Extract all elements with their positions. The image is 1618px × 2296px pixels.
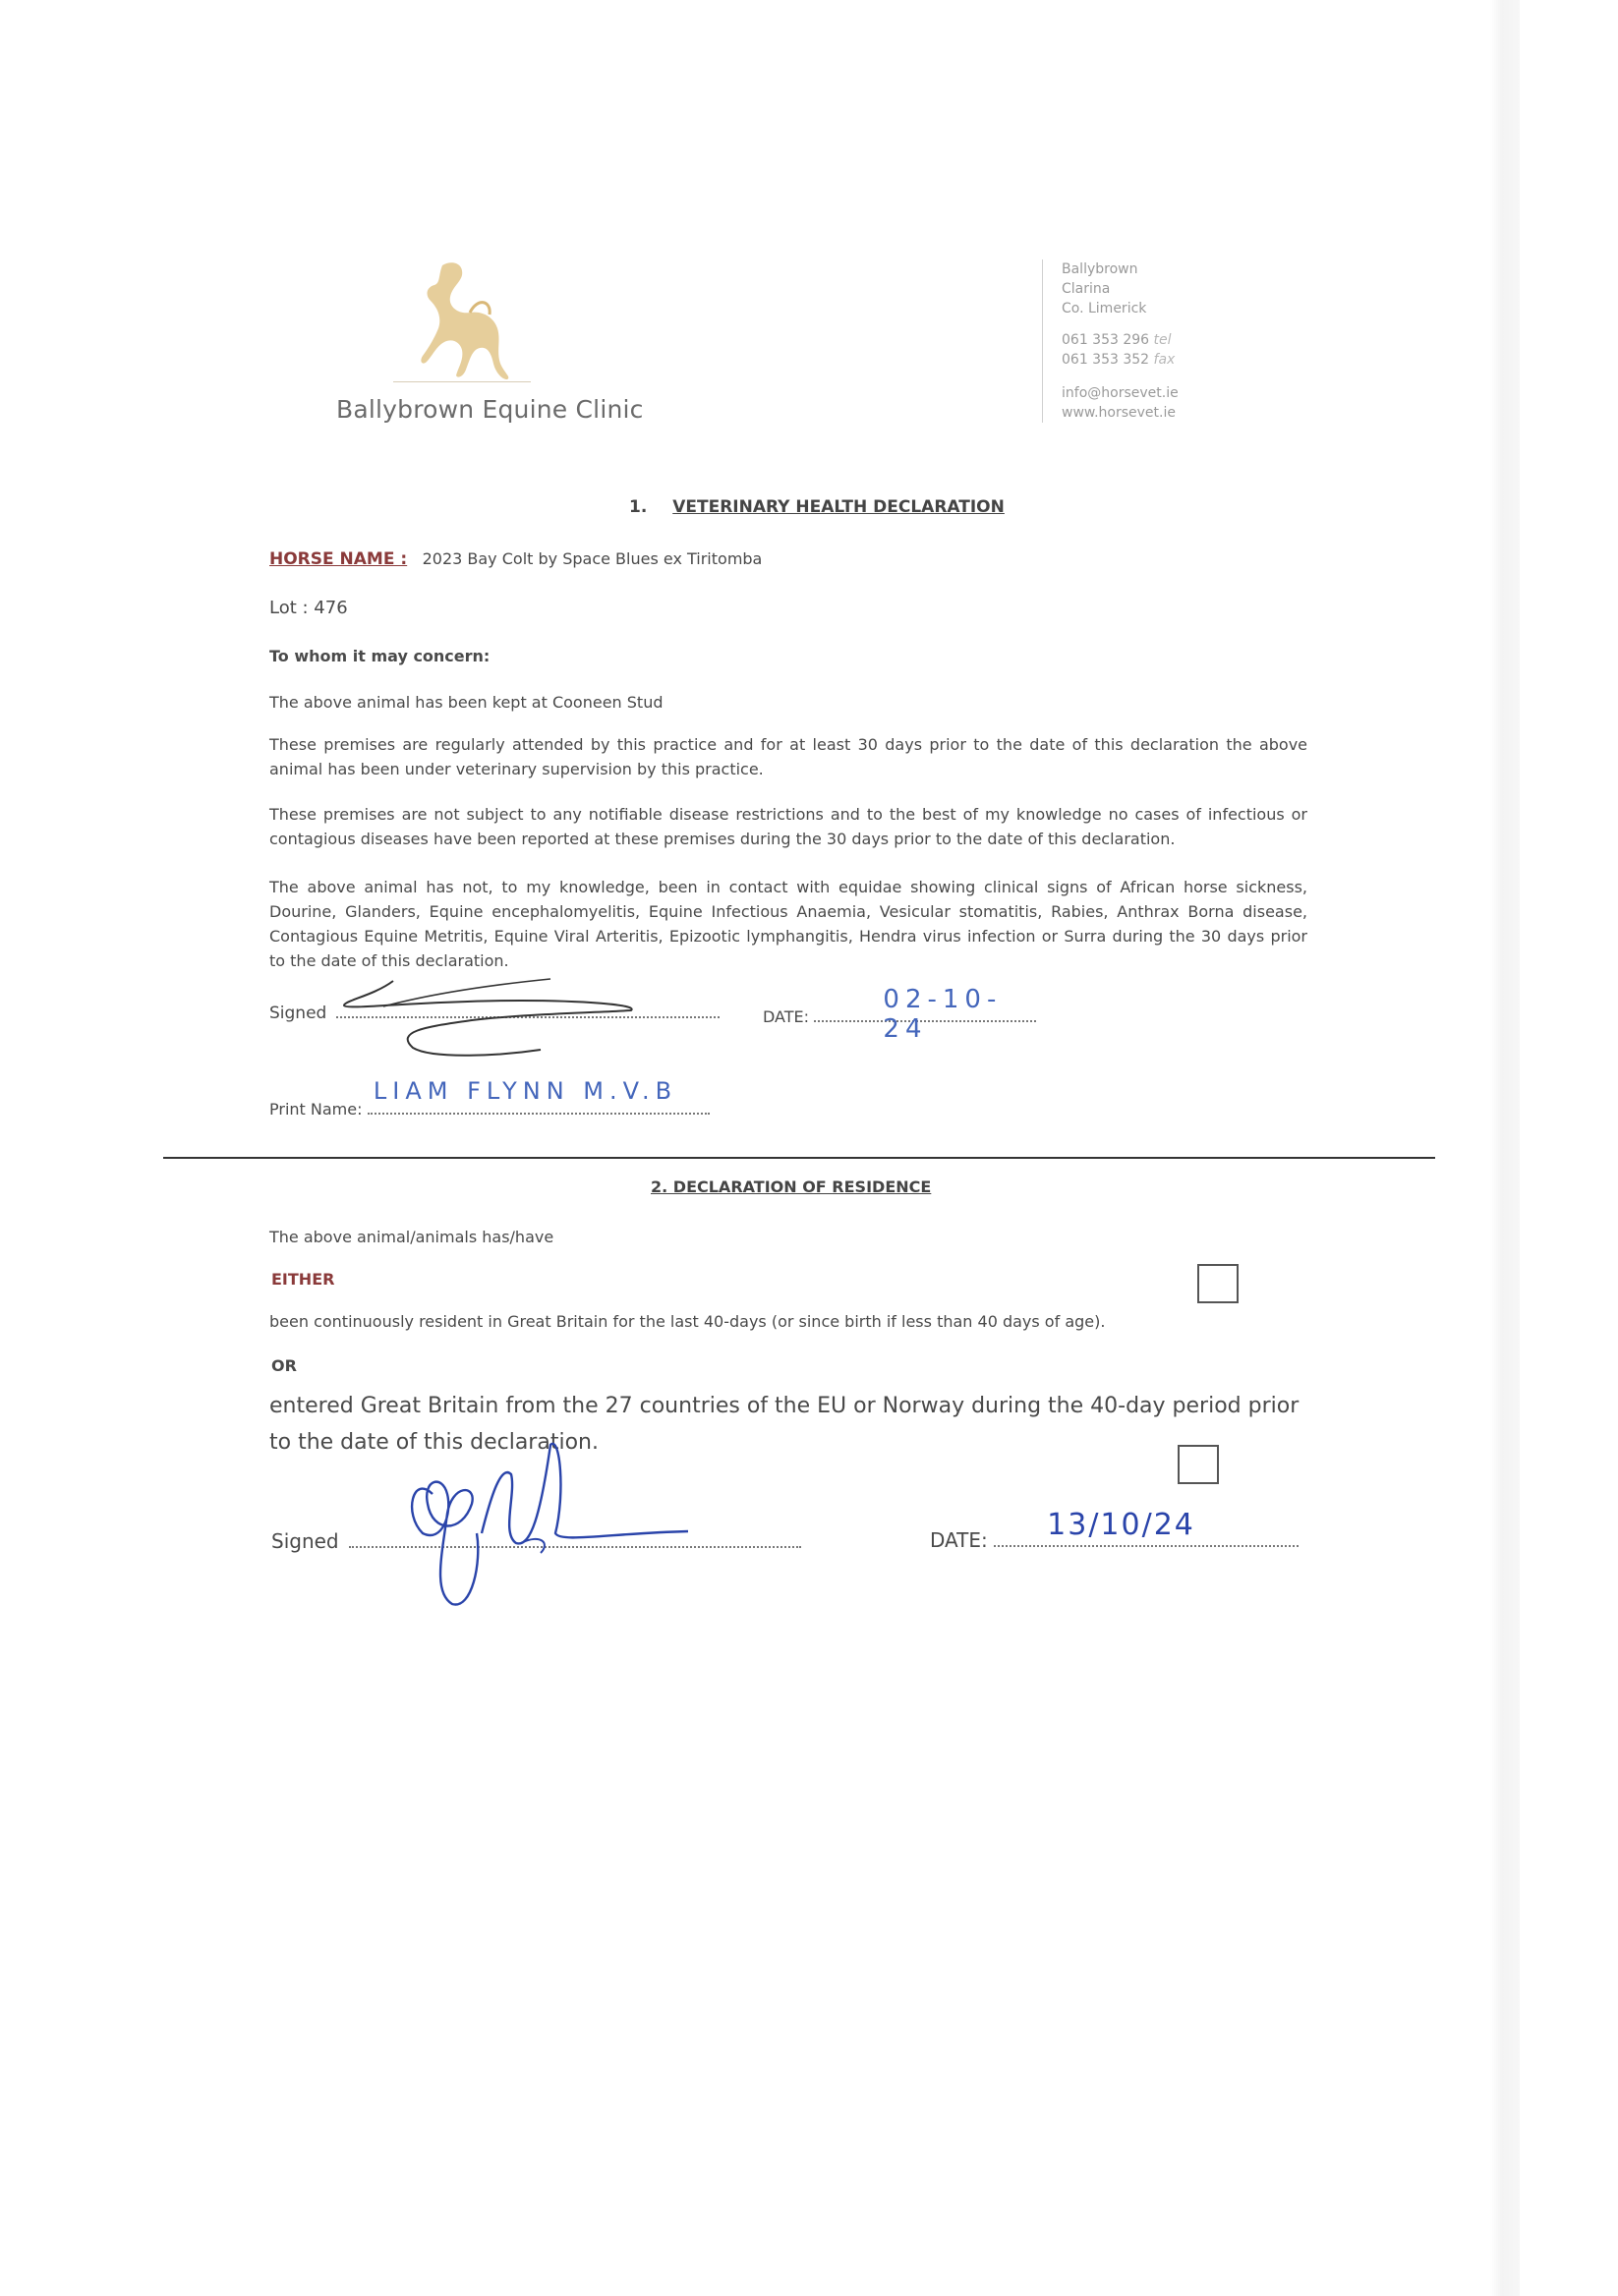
date-value-1: 02-10-24 bbox=[883, 985, 1003, 1044]
address-block bbox=[1062, 259, 1146, 318]
date-label-1: DATE: bbox=[763, 1007, 810, 1026]
either-label: EITHER bbox=[271, 1270, 335, 1289]
signed-label-1: Signed bbox=[269, 1004, 327, 1023]
email-link[interactable]: info@horsevet.ie bbox=[1062, 385, 1179, 401]
date-label-2: DATE: bbox=[930, 1528, 988, 1552]
address-line: Ballybrown bbox=[1062, 261, 1138, 277]
owner-signature bbox=[393, 1435, 708, 1612]
page-edge bbox=[1490, 0, 1520, 2296]
date-value-2: 13/10/24 bbox=[1047, 1508, 1195, 1542]
restrictions-paragraph: These premises are not subject to any notifiable disease restrictions and to the best of my knowledge no cases of infectious or contagious diseases have been reported at these premises during the 30 days prior to the date of this declaration. bbox=[269, 805, 1307, 848]
horse-name-row bbox=[269, 549, 762, 569]
option1-text: been continuously resident in Great Britain for the last 40-days (or since birth if less than 40 days of age). bbox=[269, 1312, 1106, 1331]
or-label: OR bbox=[271, 1356, 297, 1375]
clinic-name: Ballybrown Equine Clinic bbox=[336, 395, 644, 424]
fax-number: 061 353 352 bbox=[1062, 352, 1150, 368]
horse-name-value: 2023 Bay Colt by Space Blues ex Tiritomba bbox=[422, 549, 763, 568]
address-divider bbox=[1042, 259, 1043, 423]
option2-text: entered Great Britain from the 27 countries of the EU or Norway during the 40-day period prior to the date of this declaration. bbox=[269, 1394, 1300, 1455]
tel-line bbox=[1062, 330, 1175, 350]
horse-name-label: HORSE NAME : bbox=[269, 549, 408, 569]
address-line: Clarina bbox=[1062, 281, 1111, 297]
contact-web-block bbox=[1062, 383, 1179, 423]
tel-number: 061 353 296 bbox=[1062, 332, 1150, 348]
section2-heading bbox=[651, 1177, 931, 1196]
fax-line bbox=[1062, 350, 1175, 370]
date-row-1 bbox=[763, 985, 1036, 1044]
contact-paragraph: The above animal has not, to my knowledge, been in contact with equidae showing clinical signs of African horse sickness, Dourine, Glanders, Equine encephalomyelitis, Equine Infectious Anaemia, Vesicular stomatitis, Rabies, Anthrax Borna disease, Contagious Equine Metritis, Equine Viral Arteritis, Epizootic lymphangitis, Hendra virus infection or Surra during the 30 days prior to the date of this declaration. bbox=[269, 878, 1307, 970]
kept-at-text: The above animal has been kept at Cooneen Stud bbox=[269, 693, 664, 712]
contact-phone-block bbox=[1062, 330, 1175, 370]
print-name-value: LIAM FLYNN M.V.B bbox=[373, 1077, 678, 1105]
signed-label-2: Signed bbox=[271, 1529, 339, 1553]
to-whom-heading: To whom it may concern: bbox=[269, 647, 491, 665]
lot-number: Lot : 476 bbox=[269, 598, 348, 618]
section2-title: 2. DECLARATION OF RESIDENCE bbox=[651, 1177, 932, 1196]
date-field-2 bbox=[994, 1508, 1299, 1547]
date-row-2 bbox=[930, 1508, 1299, 1552]
section1-title: VETERINARY HEALTH DECLARATION bbox=[672, 497, 1005, 517]
vet-signature bbox=[324, 971, 649, 1069]
address-line: Co. Limerick bbox=[1062, 301, 1147, 316]
residence-intro: The above animal/animals has/have bbox=[269, 1228, 554, 1246]
horse-logo-icon bbox=[413, 258, 531, 385]
print-name-row bbox=[269, 1077, 710, 1119]
date-field-1 bbox=[814, 985, 1036, 1044]
option2-checkbox[interactable] bbox=[1178, 1445, 1219, 1484]
section1-number: 1. bbox=[629, 497, 648, 517]
tel-suffix: tel bbox=[1153, 332, 1172, 348]
attended-paragraph: These premises are regularly attended by this practice and for at least 30 days prior to the date of this declaration the above animal has been under veterinary supervision by this practice. bbox=[269, 735, 1307, 778]
section-divider bbox=[163, 1157, 1435, 1159]
option1-checkbox[interactable] bbox=[1197, 1264, 1239, 1303]
section1-heading bbox=[629, 497, 1005, 517]
print-name-label: Print Name: bbox=[269, 1100, 363, 1119]
website-link[interactable]: www.horsevet.ie bbox=[1062, 405, 1176, 421]
logo-underline bbox=[393, 381, 531, 382]
fax-suffix: fax bbox=[1153, 352, 1176, 368]
print-name-field bbox=[368, 1077, 710, 1115]
